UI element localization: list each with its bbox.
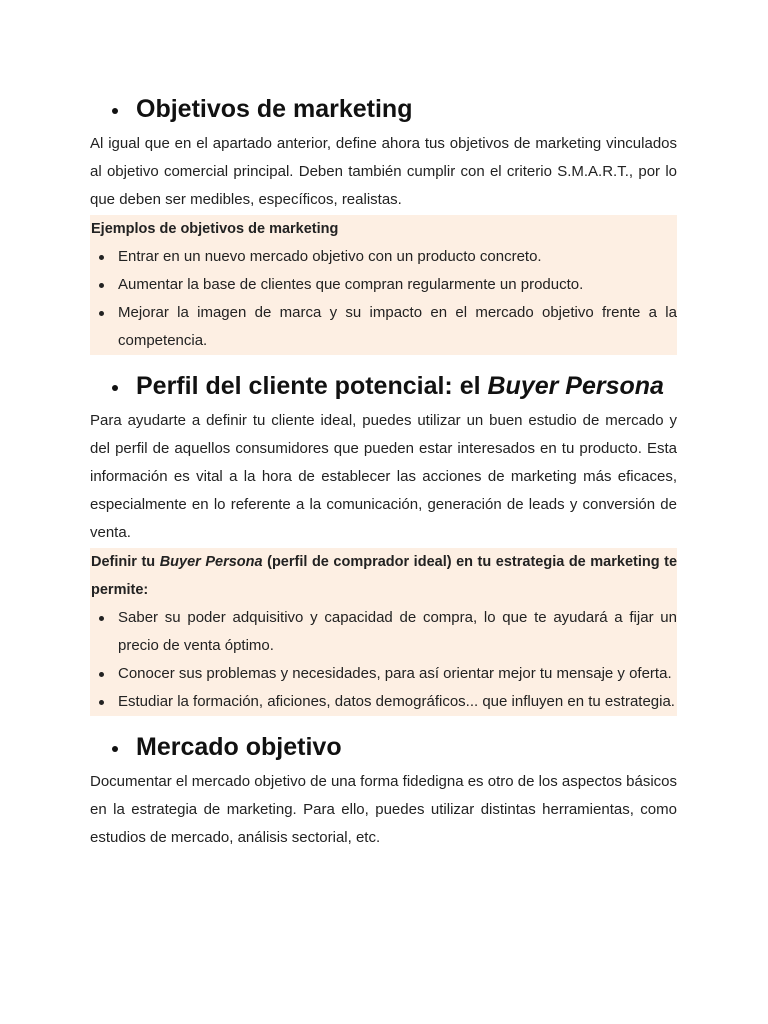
box-title-pre: Definir tu	[91, 554, 156, 570]
heading-text: Perfil del cliente potencial: el	[136, 372, 481, 400]
box-title-post: (perfil de comprador ideal) en tu estrategia de marketing te permite:	[91, 554, 678, 598]
highlight-box-buyer-persona	[90, 548, 677, 716]
bullet-icon	[99, 255, 104, 260]
box-title	[90, 548, 677, 604]
highlight-box-ejemplos	[90, 215, 677, 355]
document-content	[90, 92, 677, 852]
heading-perfil-cliente	[90, 369, 677, 403]
bullet-dot-icon	[112, 385, 118, 391]
list-item	[90, 604, 677, 660]
heading-text: Mercado objetivo	[136, 733, 342, 761]
list-buyer-persona	[90, 604, 677, 716]
paragraph-mercado: Documentar el mercado objetivo de una forma fidedigna es otro de los aspectos básicos en la estrategia de marketing. Para ello, puedes utilizar distintas herramientas, como estudios de mercado, análisis sectorial, etc.	[90, 773, 677, 846]
box-title-italic: Buyer Persona	[159, 554, 263, 570]
bullet-dot-icon	[112, 746, 118, 752]
list-item	[90, 271, 677, 299]
list-item	[90, 243, 677, 271]
paragraph-objetivos: Al igual que en el apartado anterior, define ahora tus objetivos de marketing vinculados al objetivo comercial principal. Deben también cumplir con el criterio S.M.A.R.T., por lo que deben ser medibles, específicos, realistas.	[90, 135, 677, 208]
list-item-text: Conocer sus problemas y necesidades, para así orientar mejor tu mensaje y oferta.	[118, 665, 672, 682]
bullet-icon	[99, 283, 104, 288]
list-item-text: Entrar en un nuevo mercado objetivo con un producto concreto.	[118, 248, 542, 265]
list-item-text: Estudiar la formación, aficiones, datos demográficos... que influyen en tu estrategia.	[118, 693, 675, 710]
bullet-icon	[99, 700, 104, 705]
paragraph-perfil: Para ayudarte a definir tu cliente ideal, puedes utilizar un buen estudio de mercado y del perfil de aquellos consumidores que pueden estar interesados en tu producto. Esta información es vital a la hora de establecer las acciones de marketing más eficaces, especialmente en lo referente a la comunicación, generación de leads y conversión de venta.	[90, 412, 677, 541]
list-item-text: Mejorar la imagen de marca y su impacto en el mercado objetivo frente a la competencia.	[118, 304, 677, 349]
list-item	[90, 688, 677, 716]
heading-italic-text: Buyer Persona	[487, 372, 664, 400]
list-item	[90, 299, 677, 355]
bullet-icon	[99, 616, 104, 621]
box-title: Ejemplos de objetivos de marketing	[91, 221, 339, 237]
bullet-dot-icon	[112, 108, 118, 114]
list-item	[90, 660, 677, 688]
bullet-icon	[99, 311, 104, 316]
list-item-text: Saber su poder adquisitivo y capacidad de compra, lo que te ayudará a fijar un precio de venta óptimo.	[118, 609, 677, 654]
list-item-text: Aumentar la base de clientes que compran regularmente un producto.	[118, 276, 584, 293]
heading-text: Objetivos de marketing	[136, 95, 413, 123]
heading-objetivos-de-marketing	[90, 92, 677, 126]
list-ejemplos	[90, 243, 677, 355]
heading-mercado-objetivo	[90, 730, 677, 764]
bullet-icon	[99, 672, 104, 677]
